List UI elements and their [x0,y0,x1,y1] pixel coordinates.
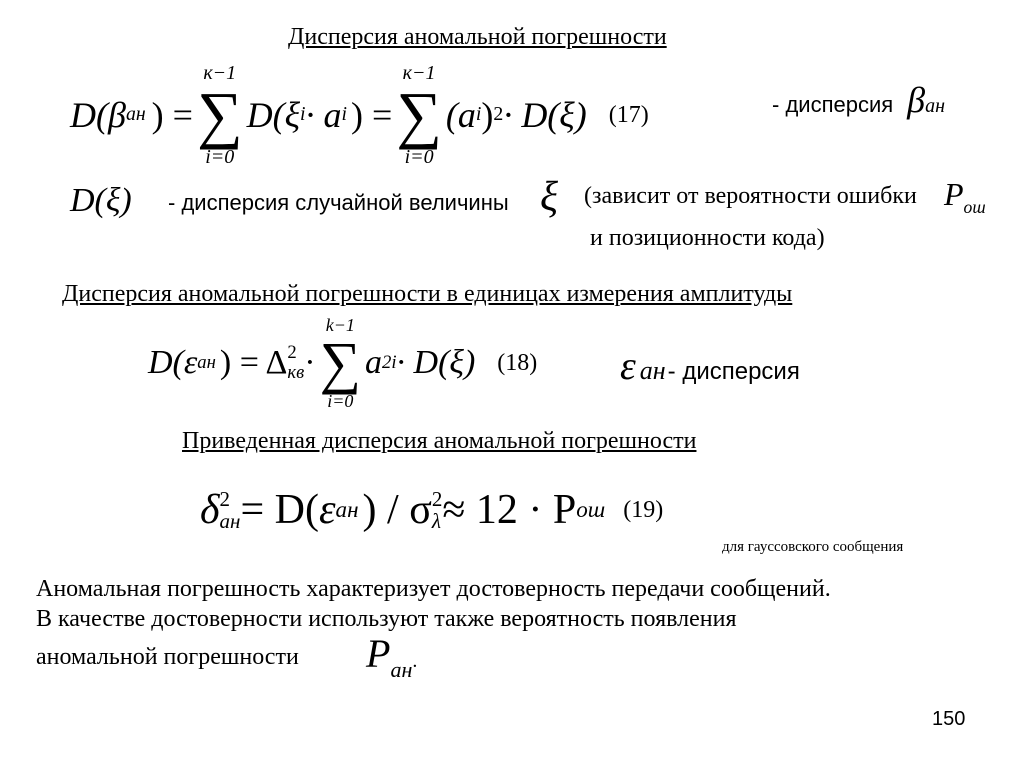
eq18-a-sup: 2i [381,351,397,373]
eq17-xi-sub: i [300,103,306,126]
eq18-eps-sub: ан [197,351,216,373]
xi-dependency-2: и позиционности кода) [590,225,825,251]
eq17-a-sup: i [341,103,347,126]
eq18-sum [320,316,361,410]
note18-eps-sub: ан [639,356,666,385]
title-reduced-dispersion: Приведенная дисперсия аномальной погрешности [182,428,697,454]
eq19-mid: = D( [240,487,319,533]
eq17-term2-sup-i: i [475,103,482,126]
eq19-number: (19) [623,497,664,523]
eq18-sum-top: k−1 [325,315,355,335]
paragraph-line-3: аномальной погрешности [36,644,299,670]
note17-label: - дисперсия [772,92,894,117]
eq17-dot-a: · a [305,95,342,135]
p-osh [944,178,986,217]
xi-symbol: ξ [540,174,558,220]
eq17-beta-sub: ан [125,103,146,126]
eq19-sigma-sub: λ [431,509,441,533]
eq17-sum-2 [396,63,442,167]
note18-eps: ε [620,343,636,388]
eq18-eps: ε [183,344,198,381]
equation-19 [200,478,663,542]
xi-label: - дисперсия случайной величины [168,190,509,215]
eq18-delta-sup: 2 [287,342,297,364]
p-an-period: . [412,650,418,672]
eq19-delta-scripts [220,488,241,532]
eq18-rest: · D(ξ) [396,344,476,381]
eq18-sum-bot: i=0 [327,391,354,411]
eq17-sum2-bot: i=0 [404,146,434,168]
eq19-div: ) / σ [362,487,432,533]
eq17-beta: β [108,95,126,135]
paragraph-line-2: В качестве достоверности используют также вероятность появления [36,606,737,632]
equation-17 [70,62,649,168]
eq17-sum1-bot: i=0 [205,146,235,168]
eq19-sigma-sup: 2 [431,486,443,511]
eq19-delta-sup: 2 [219,486,231,511]
note-17 [772,82,945,118]
note17-beta-sub: ан [925,95,946,117]
eq17-sum2-top: к−1 [402,62,436,84]
gauss-note: для гауссовского сообщения [722,539,904,555]
eq17-term1-close: ) = [351,95,393,135]
eq17-lhs: D( [70,95,108,135]
page-number: 150 [932,708,966,730]
p-an-sub: ан [390,656,413,682]
eq19-sigma-scripts [432,488,443,532]
note17-beta: β [907,80,926,120]
eq19-eps: ε [318,487,336,533]
p-an [366,631,418,682]
eq17-term2-close: ) [481,95,494,135]
eq19-p-sub: ош [576,496,606,523]
sum-icon: ∑ [196,79,243,150]
title-amplitude-dispersion: Дисперсия аномальной погрешности в единицах измерения амплитуды [62,281,793,307]
eq18-number: (18) [497,350,538,376]
eq18-delta-sub: кв [287,362,305,383]
eq17-xi: ξ [284,95,300,135]
note-18 [620,343,800,388]
eq18-a: a [364,344,382,381]
eq17-term1-open: D( [246,95,285,135]
eq19-delta-sub: ан [219,509,241,533]
eq18-dot: · [304,344,316,381]
eq18-delta-scripts [287,343,304,382]
eq18-lhs: D( [148,344,184,381]
sum-icon: ∑ [319,330,361,395]
p-osh-sub: ош [963,196,986,217]
equation-18 [148,315,538,411]
p-an-symbol: P [366,631,391,676]
dxi-term: D(ξ) [70,182,132,219]
xi-dependency-1: (зависит от вероятности ошибки [584,183,917,209]
sum-icon: ∑ [396,79,442,150]
eq17-sum1-top: к−1 [203,62,237,84]
eq17-term2-rest: · D(ξ) [503,95,587,135]
eq19-delta: δ [200,487,220,533]
eq17-term2-sq: 2 [493,103,504,126]
paragraph-line-1: Аномальная погрешность характеризует достоверность передачи сообщений. [36,576,831,602]
eq17-sum-1 [197,63,243,167]
eq17-term2-open: (a [445,95,476,135]
eq19-approx: ≈ 12 · P [442,487,577,533]
p-osh-symbol: P [944,176,964,212]
eq17-close-eq: ) = [151,95,193,135]
eq19-eps-sub: ан [335,496,359,523]
note18-label: - дисперсия [667,358,800,385]
eq17-number: (17) [608,102,649,128]
title-anomalous-dispersion: Дисперсия аномальной погрешности [288,24,667,50]
eq18-eq: ) = Δ [219,344,288,381]
